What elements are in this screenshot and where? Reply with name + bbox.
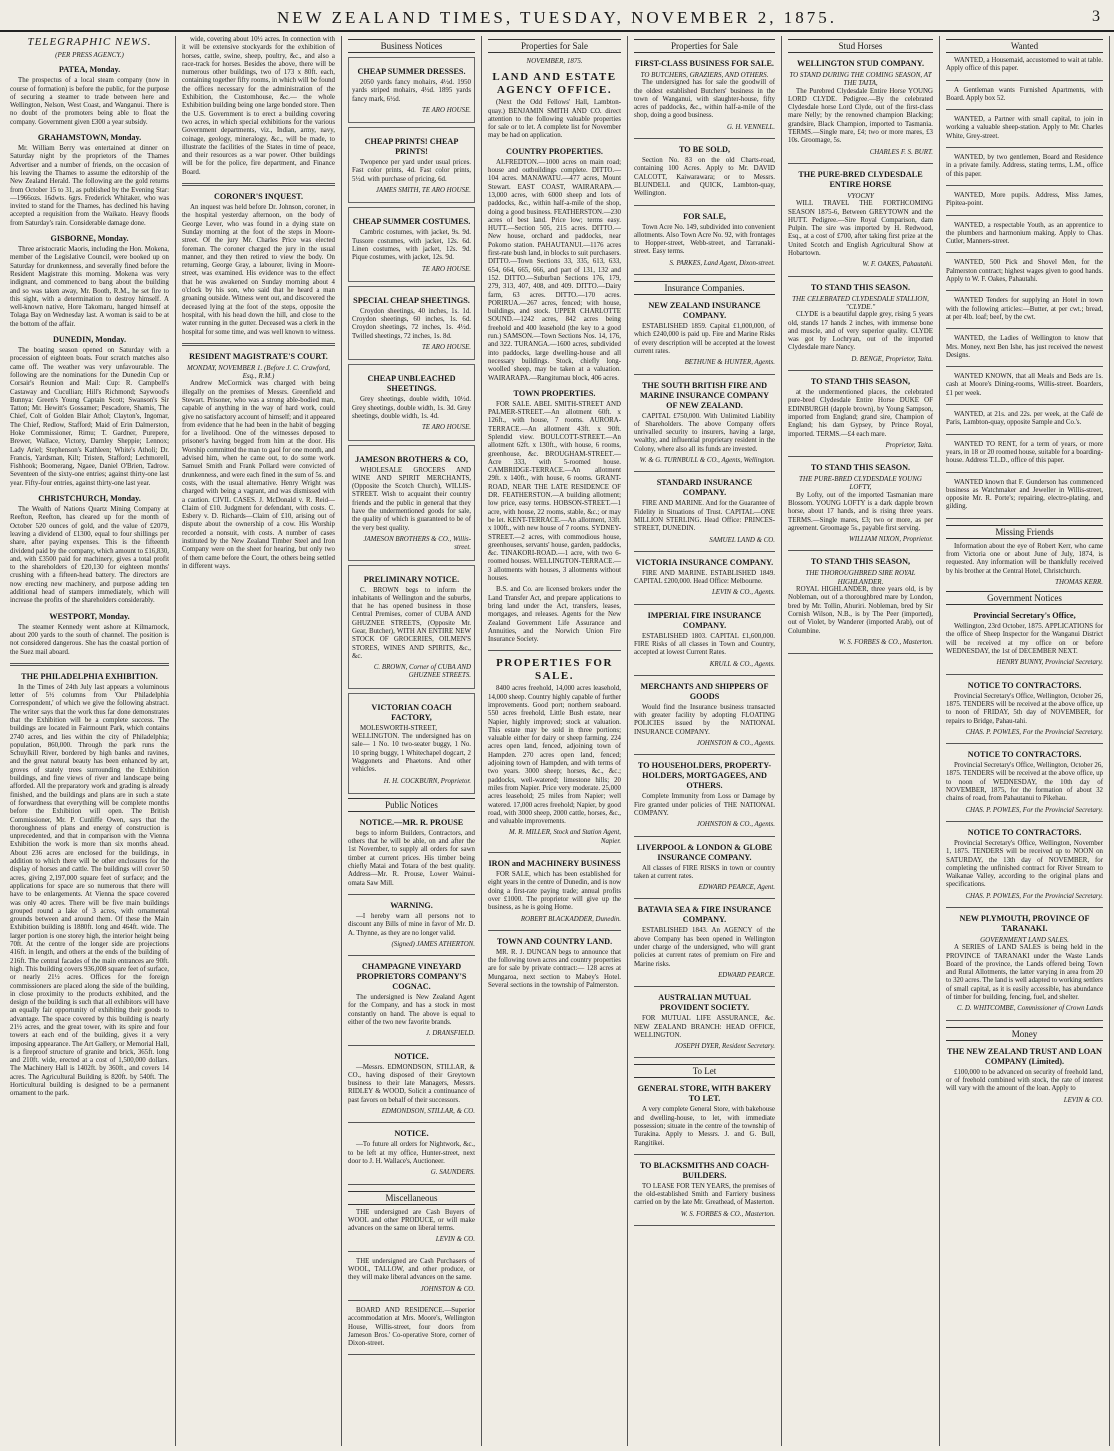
ad-body: Cambric costumes, with jacket, 9s. 9d. Tussore costumes, with jacket, 12s. 6d. Linen costumes, with jacket, 12s. 9d. Pique costumes, with jacket, 12s. 9d. xyxy=(352,229,471,262)
iron-text: FOR SALE, which has been established for eight years in the centre of Dunedin, and is now doing a first-rate paying trade; annual profits over £1000. The proprietor will give up the business, as he is going Home. xyxy=(488,871,621,912)
town-heading: TOWN PROPERTIES. xyxy=(513,388,596,398)
ad-title: STANDARD INSURANCE COMPANY. xyxy=(656,478,753,498)
advertisement xyxy=(348,901,475,949)
wanted-notice: WANTED, a Housemaid, accustomed to wait at table. Apply office of this paper. xyxy=(946,57,1103,73)
advertisement xyxy=(348,1129,475,1177)
ad-signature: D. BENGE, Proprietor, Taita. xyxy=(851,355,933,363)
ad-signature: W. S. FORBES & CO., Masterton. xyxy=(838,638,933,646)
ad-divider xyxy=(946,743,1103,744)
magistrate-heading: RESIDENT MAGISTRATE'S COURT. xyxy=(189,351,328,361)
ad-title: CHAMPAGNE VINEYARD PROPRIETORS COMPANY'S COGNAC. xyxy=(356,962,467,992)
ad-signature: CHAS. P. POWLES, For the Provincial Secretary. xyxy=(965,806,1103,814)
land-agency-title: LAND AND ESTATE AGENCY OFFICE. xyxy=(492,71,617,97)
advertisement xyxy=(634,145,775,198)
ad-signature: TE ARO HOUSE. xyxy=(421,265,471,273)
wanted-divider xyxy=(946,434,1103,435)
ad-signature: EDWARD PEARCE, Agent. xyxy=(698,884,775,892)
ad-signature: TE ARO HOUSE. xyxy=(421,344,471,352)
ad-body: The undersigned is New Zealand Agent for the Company, and has a stock in most constantly on hand. The above is equal to either of the two new favorite brands. xyxy=(348,994,475,1026)
advertisement xyxy=(634,611,775,669)
news-paragraph: The steamer Kennedy went ashore at Kilmarnock, about 200 yards to the south of channel. The position is not considered dangerous. She has the coastal portion of the Suez mail aboard. xyxy=(10,623,169,656)
wanted-divider xyxy=(946,290,1103,291)
ad-body: CLYDE is a beautiful dapple grey, rising 5 years old, stands 17 hands 2 inches, with immense bone and muscle, and of very superior quality. CLYDE was got by Lochryan, out of the imported Clydesdale mare Nancy. xyxy=(788,311,933,352)
ad-signature: TE ARO HOUSE. xyxy=(421,106,471,114)
wanted-notice: WANTED, 500 Pick and Shovel Men, for the Palmerston contract; highest wages given to good hands. Apply to W. F. Oakes, Pahautahi. xyxy=(946,259,1103,284)
advertisement xyxy=(946,914,1103,1014)
ad-title: VICTORIAN COACH FACTORY, xyxy=(371,702,452,722)
dateline: CHRISTCHURCH, Monday. xyxy=(38,494,141,504)
ad-body: WHOLESALE GROCERS AND WINE AND SPIRIT MERCHANTS, (Opposite the Scotch Church), WILLIS-STREET. Wish to acquaint their country friends and the public in general that they have the undermentioned goods for sale, the quality of which is guaranteed to be of the very best quality. xyxy=(352,466,471,532)
ad-title: FOR SALE, xyxy=(683,211,726,221)
advertisement xyxy=(634,682,775,748)
advertisement xyxy=(788,463,933,544)
ad-divider xyxy=(634,551,775,552)
expo-heading: THE PHILADELPHIA EXHIBITION. xyxy=(21,671,158,681)
advertisement xyxy=(788,557,933,647)
advertisement xyxy=(634,905,775,980)
money-sign: LEVIN & CO. xyxy=(1063,1096,1103,1104)
ad-body: Provincial Secretary's Office, Wellington, November 1, 1875. TENDERS will be received up to NOON on SATURDAY, the 13th day of NOVEMBER, for completing the unfinished contract for River Stream to Waikanae Valley, according to the original plans and specifications. xyxy=(946,839,1103,889)
ad-title: IMPERIAL FIRE INSURANCE COMPANY. xyxy=(647,610,762,630)
advertisement xyxy=(348,1209,475,1245)
ad-title: SPECIAL CHEAP SHEETINGS. xyxy=(353,295,470,305)
ad-divider xyxy=(634,898,775,899)
advertisement xyxy=(634,1161,775,1219)
wanted-notice: WANTED, More pupils. Address, Miss James, Pipitea-point. xyxy=(946,191,1103,208)
advertisement xyxy=(634,478,775,544)
stud-horses-header: Stud Horses xyxy=(788,39,933,53)
ad-signature: W. & G. TURNBULL & CO., Agents, Wellington. xyxy=(639,457,775,465)
ad-divider xyxy=(634,374,775,375)
wanted-notice: WANTED, a Partner with small capital, to join in working a valuable sheep-station. Apply to Mr. Charles White, Grey-street. xyxy=(946,116,1103,140)
ad-signature: CHARLES F. S. BURT. xyxy=(869,148,933,156)
properties-header: Properties for Sale xyxy=(488,39,621,53)
advertisement xyxy=(348,1052,475,1117)
ad-signature: H. H. COCKBURN, Proprietor. xyxy=(383,777,471,785)
ad-title: CHEAP SUMMER COSTUMES. xyxy=(352,217,471,227)
ad-title: WELLINGTON STUD COMPANY. xyxy=(797,59,924,68)
ad-body: MOLESWORTH-STREET, WELLINGTON. The undersigned has on sale— 1 No. 10 two-seater buggy, 1 No. 10 spring buggy, 1 Whitechapel dogcart, 2 Waggonets and Phaetons. And other vehicles. xyxy=(352,724,471,774)
ad-divider xyxy=(634,471,775,472)
ad-signature: LEVIN & CO., Agents. xyxy=(711,589,775,597)
advertisement xyxy=(634,59,775,132)
ad-body: FIRE AND MARINE. ESTABLISHED 1849. CAPITAL £200,000. Head Office: Melbourne. xyxy=(634,569,775,586)
ad-divider xyxy=(946,907,1103,908)
wanted-divider xyxy=(946,404,1103,405)
ad-divider xyxy=(788,370,933,371)
ad-divider xyxy=(348,1045,475,1046)
ad-title: CHEAP UNBLEACHED SHEETINGS. xyxy=(367,374,456,394)
ad-body: —Messrs. EDMONDSON, STILLAR, & CO., having disposed of their Greytown business to their late Managers, Messrs. RIDLEY & WOOD, Solicit a continuance of past favors on behalf of their successors. xyxy=(348,1063,475,1104)
ad-signature: CHAS. P. POWLES, For the Provincial Secretary. xyxy=(965,728,1103,736)
prop-sale-title: PROPERTIES FOR SALE. xyxy=(496,657,613,683)
advertisement xyxy=(788,59,933,157)
ad-body: CAPITAL £750,000. With Unlimited Liability of Shareholders. The above Company offers unrivalled security to insurers, having a large, wealthy, and influential proprietary resident in the Colony, where also all its funds are invested. xyxy=(634,412,775,453)
ad-divider xyxy=(946,674,1103,675)
wanted-notice: A Gentleman wants Furnished Apartments, with Board. Apply box 52. xyxy=(946,86,1103,102)
ad-body: Would find the Insurance business transacted with greater facility by adopting FLOATING POLICIES issued by the NATIONAL INSURANCE COMPANY. xyxy=(634,703,775,736)
wanted-divider xyxy=(946,252,1103,253)
ad-divider xyxy=(634,274,775,275)
advertisement xyxy=(634,843,775,893)
ad-divider xyxy=(348,1251,475,1252)
wanted-notice: WANTED, at 21s. and 22s. per week, at the Café de Paris, Lambton-quay, opposite Sample and Co.'s. xyxy=(946,411,1103,427)
ad-signature: C. D. WHITCOMBE, Commissioner of Crown Lands xyxy=(956,1005,1103,1013)
advertisement xyxy=(634,301,775,367)
ad-divider xyxy=(788,163,933,164)
wanted-divider xyxy=(946,147,1103,148)
column-business-notices xyxy=(342,36,482,1446)
ad-title: NEW PLYMOUTH, PROVINCE OF TARANAKI. xyxy=(959,914,1090,933)
ad-body: ROYAL HIGHLANDER, three years old, is by Nobleman, out of a thoroughbred mare by London, bred by Mr. Tollin, Ahuriri. Nobleman, bred by Sir Cornish Wilson, N.B., is by The Peer (imported), out of Violet, by Wanderer (imported Arab), out of Columbine. xyxy=(788,586,933,635)
column-telegraphic-news xyxy=(4,36,176,1446)
ad-title: AUSTRALIAN MUTUAL PROVIDENT SOCIETY. xyxy=(658,993,751,1013)
wanted-notice: WANTED known that F. Gunderson has commenced business as Watchmaker and Jeweller in Willis-street, opposite Mr. R. Porte's; repairing, electro-plating, and gilding. xyxy=(946,478,1103,511)
wanted-divider xyxy=(946,215,1103,216)
ad-title: PRELIMINARY NOTICE. xyxy=(363,574,460,584)
ad-body: —To future all orders for Nightwork, &c., to be left at my office, Hunter-street, next door to J. H. Wallace's, Auctioneer. xyxy=(348,1141,475,1165)
advertisement xyxy=(348,57,475,123)
iron-sign: ROBERT BLACKADDER, Dunedin. xyxy=(520,915,621,923)
country-heading: COUNTRY PROPERTIES. xyxy=(506,146,603,156)
advertisement xyxy=(348,1258,475,1294)
ad-divider xyxy=(634,604,775,605)
ad-subtitle: VYOCNY xyxy=(847,191,874,200)
ad-title: Provincial Secretary's Office, xyxy=(973,611,1076,621)
ad-body: Croydon sheetings, 40 inches, 1s. 1d. Croydon sheetings, 60 inches, 1s. 6d. Croydon sheetings, 72 inches, 1s. 4½d. Twilled sheetings, 72 inches, 1s. 8d. xyxy=(352,307,471,340)
missing-text: Information about the eye of Robert Kerr, who came from Victoria one or about June of July, 1874, is requested. Any information will be thankfully received by his brother at the Central Hotel, Christchurch. xyxy=(946,542,1103,575)
ad-body: The Purebred Clydesdale Entire Horse YOUNG LORD CLYDE. Pedigree.—By the celebrated Clydesdale horse Lord Clyde, out of the first-class mare Nelly; by the renowned champion Blacking; grandsire, Black Champion, imported to Tasmania. TERMS.—Single mare, £4; two or more mares, £3 10s. Groomage, 5s. xyxy=(788,87,933,145)
ad-divider xyxy=(348,1122,475,1123)
ad-divider xyxy=(788,550,933,551)
government-notices-header: Government Notices xyxy=(946,591,1103,605)
wanted-divider xyxy=(946,366,1103,367)
ad-signature: G. H. VENNELL. xyxy=(726,123,775,131)
ad-body: ESTABLISHED 1843. An AGENCY of the above Company has been opened in Wellington under charge of the undersigned, who will grant policies at current rates of premium on Fire and Marine risks. xyxy=(634,927,775,968)
ad-body: THE undersigned are Cash Purchasers of WOOL, TALLOW, and other produce, or they will make liberal advances on the same. xyxy=(348,1257,475,1282)
ad-body: Provincial Secretary's Office, Wellington, October 26, 1875. TENDERS will be received at the above office, up to noon of WEDNESDAY, the 10th day of NOVEMBER, 1875, for the formation of about 32 chains of road, from Pahautanui to Pikehau. xyxy=(946,762,1103,803)
magistrate-text: Andrew McCormick was charged with being illegally on the premises of Messrs. Greenfield and Stewart. Prisoner, who was a strong able-bodied man, capable of anything in the way of hard work, could give no satisfactory account of himself; and it appeared from evidence that he had been in the habit of begging for a livelihood. One of the witnesses deposed to prisoner's having begged from him at the door. His Worship committed the man to gaol for one month, and advised him, when he came out, to do some work. Samuel Smith and Frank Pollard were convicted of drunkenness, and were each fined in the sum of 5s. and costs, with the usual alternative. Henry Wright was charged with being a vagrant, and was dismissed with a caution. CIVIL CASES. J. McDonald v. R. Reid—Claim of £10. Judgment for defendant, with costs. C. Esbery v. D. Richards—Claim of £10, arising out of dispute about the ownership of a cow. His Worship recorded a nonsuit, with costs. A number of cases instituted by the New Zealand Timber Steel and Iron Company were on the sheet for hearing, but only two of them came before the Court, the others being settled in different ways. xyxy=(182,380,335,570)
advertisement xyxy=(348,818,475,888)
dateline: WESTPORT, Monday. xyxy=(49,611,130,621)
ad-body: THE undersigned are Cash Buyers of WOOL and other PRODUCE, or will make advances on the same on liberal terms. xyxy=(348,1208,475,1233)
ad-title: TO STAND THIS SEASON. xyxy=(810,463,911,473)
ad-divider xyxy=(946,821,1103,822)
advertisement xyxy=(788,170,933,270)
ad-title: NOTICE. xyxy=(394,1051,429,1061)
ad-title: NOTICE.—MR. R. PROUSE xyxy=(359,817,464,827)
advertisement xyxy=(788,283,933,364)
money-title: THE NEW ZEALAND TRUST AND LOAN COMPANY (Limited). xyxy=(947,1046,1102,1066)
coroner-heading: CORONER'S INQUEST. xyxy=(213,192,304,202)
ad-signature: G. SAUNDERS. xyxy=(430,1169,475,1177)
advertisement xyxy=(348,693,475,794)
wanted-notice: WANTED, a respectable Youth, as an apprentice to the plumbers and harmonium making. Apply to Chas. Cutler, Manners-street. xyxy=(946,221,1103,246)
ad-body: All classes of FIRE RISKS in town or country taken at current rates. xyxy=(634,864,775,880)
insurance-header: Insurance Companies. xyxy=(634,281,775,295)
news-paragraph: The Wealth of Nations Quartz Mining Company at Reefton, Reefton, has cleared up for the month of October 520 ounces of gold, and the value of £2079, leaving a dividend of £1300, equal to four shillings per share, after paying expenses. This is the fifteenth dividend paid by the company, which amount to £16,830, and, with £3500 paid for machinery, gives a total profit to the shareholders of £20,130 for eighteen months' crushing with a fifteen-head battery. The directors are now erecting new machinery, and purpose adding ten additional head of stampers immediately, which will increase the profits of the shareholders considerably. xyxy=(10,506,169,605)
advertisement xyxy=(634,212,775,268)
ad-signature: JOSEPH DYER, Resident Secretary. xyxy=(674,1043,775,1051)
advertisement xyxy=(634,558,775,598)
ad-signature: EDWARD PEARCE. xyxy=(718,971,775,979)
wanted-divider xyxy=(946,185,1103,186)
ad-body: A SERIES of LAND SALES is being held in the PROVINCE of TARANAKI under the Waste Lands Board of the province, the Lands offered being Town and Rural Allotments, the latter varying in area from 20 to 320 acres. The land is well adapted to working settlers of small capital, as it is easily accessible, has abundance of timber for building, fencing, fuel, and shelter. xyxy=(946,944,1103,1002)
expo-text: In the Times of 24th July last appears a voluminous letter of 5½ columns from 'Our Philadelphia Correspondent,' of which we give the following abstract. The writer says that the work thus far done demonstrates that the Exhibition will be a complete success. The buildings are located in Fairmount Park, which contains 2740 acres, and lies within the city of Philadelphia; population, 860,000. Through the park runs the Schuylkill River, bordered by high banks and ravines, and the great natural beauty has been enhanced by art, groves of stately trees surrounding the Exhibition buildings, and fine views of river and landscape being afforded. All the preparatory work and grading is already finished, and the buildings and plans are in such a state of forwardness that everything will be complete months before the Exhibition will open. The British Commissioner, Mr. P. Cunliffe Owen, says that the thoroughness of plans and energy of construction is unprecedented, and that in comparison with the Vienna Exhibition the work is more than six months ahead. About 236 acres are enclosed for the buildings, in addition to which there will be other enclosures for the display of horses and cattle. The buildings will cover 50 acres, giving 2,197,000 square feet of surface; and the applications for space are so numerous that there will have to be enlargements. At Vienna the space covered was only 40 acres. There will be five main buildings grouped round a lake of 3 acres, with ornamental grounds between and around them. Of these the Main Exhibition building is 1880ft. long and 464ft. wide. The larger portion is one storey high, the interior height being 70ft. At the centre of the longer side are projections 416ft. in length, and others at the ends of the building of 216ft. The central facades of the main entrances are 90ft. high. This building covers 936,008 square feet of surface, or nearly 21½ acres. Offices for the foreign commissioners are placed along the side of the building, in close proximity to the products exhibited, and the design of the building is such that all exhibitors will have an equally fair opportunity of exhibiting their goods to advantage. The space covered by this building is nearly 21½ acres, and the great tower, with its spire and four towers at each end of the building, gives it a very imposing appearance. The Art Gallery, or Memorial Hall, is a fireproof structure of granite and brick, 365ft. long and 210ft. wide, erected at a cost of 1,500,000 dollars. The Machinery Hall is 1402ft. by 360ft., and covers 14 acres. The Agricultural Building is 820ft. by 540ft. The Horticultural building is designed to be a permanent ornament to the park. xyxy=(10,683,169,1098)
ad-signature: HENRY BUNNY, Provincial Secretary. xyxy=(996,659,1103,667)
ad-subtitle: THE CELEBRATED CLYDESDALE STALLION, "CLYDE." xyxy=(792,294,929,311)
country-text: ALFREDTON.—1000 acres on main road; house and outbuildings complete. DITTO.—104 acres. MANAWATU.—477 acres, Mount Stewart. EAST COAST, WAIRARAPA.—13,000 acres, with 6000 sheep and lots of paddocks, &c., within half-a-mile of the shop, doing a good business. FEATHERSTON.—230 acres of best land. Price low; terms easy. HUTT.—Section 505, 215 acres. DITTO.—New house, orchard and paddocks, near Pokomo station. PAHAUTANUI.—1176 acres first-rate bush land, in blocks to suit purchasers. DITTO.—Town Sections 33, 335, 613, 633, 654, 664, 665, 666, and part of 131, 132 and 152. DITTO.—Suburban Sections 176, 179, 279, 313, 407, 408, and 409. DITTO.—Dairy farm, 63 acres. DITTO.—170 acres. PORIRUA.—267 acres, fenced; with house, buildings, and stock. UPPER CHARLOTTE SOUND.—1242 acres, 842 acres being freehold and 400 leasehold (the key to a good run.) SAMSON.—Town Sections Nos. 14, 176, and 322. TURANGA.—1600 acres, subdivided into paddocks, large dwelling-house and all necessary buildings. Stock, chiefly long-woolled sheep, may be taken at a valuation. WAIRARAPA.—Rangitumau block, 406 acres. xyxy=(488,158,621,382)
advertisement xyxy=(946,828,1103,901)
ad-title: GENERAL STORE, WITH BAKERY TO LET. xyxy=(637,1084,772,1104)
ad-body: ESTABLISHED 1859. Capital £1,000,000, of which £240,000 is paid up. Fire and Marine Risks of every description will be accepted at the lowest current rates. xyxy=(634,323,775,355)
ad-title: TO BLACKSMITHS AND COACH-BUILDERS. xyxy=(639,1160,770,1180)
advertisement xyxy=(946,681,1103,737)
ad-title: CHEAP PRINTS! CHEAP PRINTS! xyxy=(364,137,459,157)
ad-divider xyxy=(634,1057,775,1058)
wanted-divider xyxy=(946,472,1103,473)
land-agency-text: (Next the Odd Fellows' Hall, Lambton-quay.) BENJAMIN SMITH AND CO. direct attention to the following valuable properties for sale or to let. A complete list for November may be had on application. xyxy=(488,99,621,140)
town-text: FOR SALE. ABEL SMITH-STREET AND PALMER-STREET.—An allotment 60ft. x 126ft., with house, 7 rooms. AURORA-TERRACE.—An allotment 43ft. x 90ft. Splendid view. BOULCOTT-STREET.—An allotment 62ft. x 130ft., with house, 6 rooms, greenhouse, &c. BROUGHAM-STREET.—Acre 333, with 5-roomed house. CAMBRIDGE-TERRACE.—An allotment 29ft. x 140ft., with house, 6 rooms. GRANT-ROAD, NEAR THE LATE RESIDENCE OF DR. FEATHERSTON.—A building allotment; low price, easy terms. HOBSON-STREET.—1 acre, with house, 22 rooms, stable, &c.; or may be let. KENT-TERRACE.—An allotment, 33ft. x 100ft., with new house of 7 rooms. SYDNEY-STREET.—2 acres, with commodious house, greenhouses, servants' house, garden, paddocks, &c. TINAKORI-ROAD.—1 acre, with two 6-roomed houses. WELLINGTON-TERRACE.—3 allotments with houses, 3 allotments without houses. xyxy=(488,400,621,583)
column-stud-horses xyxy=(782,36,940,1446)
ad-title: NOTICE TO CONTRACTORS. xyxy=(967,750,1082,760)
expo-continued: wide, covering about 10½ acres. In connection with it will be extensive stockyards for the exhibition of horses, cattle, swine, sheep, poultry, &c., and also a race-track for horses. Besides the above, there will be numerous other buildings, two of 173 x 80ft. each, containing together fifty rooms, in which will be found the offices necessary for the administration of the Exhibition, the Customhouse, &c.— the whole Exhibition building being one large bonded store. Then the U.S. Government is to erect a building covering two acres, in which special exhibitions for the various Government departments, viz., Indian, army, navy, coinage, geology, mineralogy, &c., will be made, to illustrate the facilities of the States in time of peace, and their resources as a war power. Other buildings will be for the police, fire department, and Finance Board. xyxy=(182,36,335,176)
ad-body: —I hereby warn all persons not to discount any Bills of mine in favor of Mr. D. A. Thynne, as they are no longer valid. xyxy=(348,912,475,937)
magistrate-sub: MONDAY, NOVEMBER 1. (Before J. C. Crawford, Esq., R.M.) xyxy=(187,363,330,381)
ad-body: C. BROWN begs to inform the inhabitants of Wellington and the suburbs, that he has opened business in those Central Premises, corner of CUBA AND GHUZNEE STREETS, (Opposite Mr. Gear, Butcher), WITH AN ENTIRE NEW STOCK OF GROCERIES, OILMEN'S STORES, WINES AND SPIRITS, &c., &c. xyxy=(352,586,471,660)
ad-body: FOR MUTUAL LIFE ASSURANCE, &c. NEW ZEALAND BRANCH: HEAD OFFICE, WELLINGTON. xyxy=(634,1015,775,1039)
ad-subtitle: GOVERNMENT LAND SALES. xyxy=(980,936,1069,944)
properties-header-2: Properties for Sale xyxy=(634,39,775,53)
ad-signature: W. F. OAKES, Pahautahi. xyxy=(862,261,933,269)
ad-signature: WILLIAM NIXON, Proprietor. xyxy=(849,536,933,544)
advertisement xyxy=(348,127,475,203)
ad-title: NOTICE TO CONTRACTORS. xyxy=(967,680,1082,690)
wanted-divider xyxy=(946,109,1103,110)
news-paragraph: Three aristocratic Maoris, including the Hon. Mokena, member of the Legislative Council, were booked up on Saturday for drunkenness, and severally fined before the Resident Magistrate this morning. Mokena was very indignant, and commenced to bang about the building and so was taken away, Mr. Booth, R.M., he set fire to this sight, with a determination to destroy himself. A well-known native, Hore Takomaru, hanged himself at Tolaga Bay on Wednesday last. A woman is said to be at the bottom of the affair. xyxy=(10,246,169,328)
newspaper-title: NEW ZEALAND TIMES, TUESDAY, NOVEMBER 2, 1875. xyxy=(276,8,838,27)
column-news xyxy=(176,36,342,1446)
ad-divider xyxy=(634,675,775,676)
ad-title: THE PURE-BRED CLYDESDALE ENTIRE HORSE xyxy=(798,169,923,189)
ad-title: WARNING. xyxy=(390,900,433,910)
ad-signature: J. DRANSFIELD. xyxy=(425,1030,475,1038)
ad-subtitle: TO STAND DURING THE COMING SEASON, AT THE TAITA, xyxy=(789,71,932,88)
ad-divider xyxy=(634,1225,775,1226)
ad-title: VICTORIA INSURANCE COMPANY. xyxy=(635,557,774,567)
ad-subtitle: THE PURE-BRED CLYDESDALE YOUNG LOFTY, xyxy=(799,475,922,492)
ad-signature: (Signed) JAMES ATHERTON. xyxy=(391,940,475,948)
iron-title: IRON and MACHINERY BUSINESS xyxy=(488,859,621,869)
column-properties-2 xyxy=(628,36,782,1446)
advertisement xyxy=(348,207,475,281)
ad-body: 2050 yards fancy mohairs, 4½d. 1950 yards striped mohairs, 4½d. 1895 yards fancy mark, 6½d. xyxy=(352,79,471,103)
ad-divider xyxy=(634,754,775,755)
ad-divider xyxy=(348,1300,475,1301)
ad-divider xyxy=(634,205,775,206)
column-wanted xyxy=(940,36,1110,1446)
ad-signature: W. S. FORBES & CO., Masterton. xyxy=(680,1210,775,1218)
missing-sign: THOMAS KERR. xyxy=(1055,578,1103,586)
news-paragraph: The prospectus of a local steam company (now in course of formation) is before the public, for the purpose of securing a steamer to trade between here and Wellington, Nelson, West Coast, and Wanganui. There is no doubt of the promoters being able to float the company. Government given £300 a year subsidy. xyxy=(10,77,169,126)
ad-divider xyxy=(348,1354,475,1355)
wanted-notice: WANTED, the Ladies of Wellington to know that Mrs. Money, next Ben Ishe, has just received the newest Designs. xyxy=(946,335,1103,359)
ad-title: TO STAND THIS SEASON. xyxy=(810,282,911,292)
dateline: GISBORNE, Monday. xyxy=(50,234,129,244)
advertisement xyxy=(634,993,775,1051)
prop-sale-sign: M. R. MILLER, Stock and Station Agent, Napier. xyxy=(508,829,621,845)
ad-subtitle: TO BUTCHERS, GRAZIERS, AND OTHERS. xyxy=(640,71,769,79)
ad-title: TO HOUSEHOLDERS, PROPERTY-HOLDERS, MORTGAGEES, AND OTHERS. xyxy=(637,761,772,791)
ad-title: TO BE SOLD, xyxy=(678,145,731,155)
ad-signature: JOHNSTON & CO. xyxy=(420,1285,475,1293)
ad-divider xyxy=(348,1184,475,1185)
ad-title: MERCHANTS AND SHIPPERS OF GOODS xyxy=(640,681,769,701)
ad-body: Twopence per yard under usual prices. Fast color prints, 4d. Fast color prints, 5½d. with purchase of pricing, 6d. xyxy=(352,159,471,183)
ad-signature: Proprietor, Taita. xyxy=(885,441,933,449)
ad-signature: JOHNSTON & CO., Agents. xyxy=(696,740,775,748)
ad-body: Complete Immunity from Loss or Damage by Fire granted under policies of THE NATIONAL COMPANY. xyxy=(634,793,775,817)
ad-divider xyxy=(788,653,933,654)
ad-title: NOTICE TO CONTRACTORS. xyxy=(967,827,1082,837)
ad-signature: S. PARKES, Land Agent, Dixon-street. xyxy=(669,259,775,267)
ad-title: FIRST-CLASS BUSINESS FOR SALE. xyxy=(635,59,774,68)
ad-divider xyxy=(788,276,933,277)
ad-body: begs to inform Builders, Contractors, and others that he will be able, on and after the 1st November, to supply all orders for sawn timber at current prices. His timber being chiefly Matai and Totara of the best quality. Address—Mr. R. Prouse, Lower Wainui-omata Saw Mill. xyxy=(348,829,475,887)
telegraphic-sub: (PER PRESS AGENCY.) xyxy=(55,51,124,59)
wanted-notice: WANTED Tenders for supplying an Hotel in town with the following articles:—Butter, at per cwt.; bread, at per 4lb. loaf; beef, by the cwt. xyxy=(946,297,1103,321)
ad-divider xyxy=(788,456,933,457)
ad-body: Provincial Secretary's Office, Wellington, October 26, 1875. TENDERS will be received at the above office, up to noon of FRIDAY, 5th day of NOVEMBER, for repairs to Bridge, Pahau-tahi. xyxy=(946,692,1103,725)
advertisement xyxy=(348,962,475,1038)
page-number: 3 xyxy=(1092,8,1100,25)
money-header: Money xyxy=(946,1027,1103,1041)
ad-body: Grey sheetings, double width, 10½d. Grey sheetings, double width, 1s. 3d. Grey sheetings, double width, 1s. 4d. xyxy=(352,396,471,420)
ad-signature: SAMUEL LAND & CO. xyxy=(709,536,775,544)
news-paragraph: Mr. William Berry was entertained at dinner on Saturday night by the proprietors of the Thames Advertiser and a number of friends, on the occasion of his leaving the Thames to assume the editorship of the New Zealand Herald. The following are the gold returns from October 15 to 31, as published by the Evening Star:—1966ozs. 16dwts. 6grs. Frederick Whitaker, who was invited to stand for the Thames, has declined his having accepted a requisition from the Waikato. Heavy floods from Saturday's rain. Considerable damage done. xyxy=(10,145,169,227)
advertisement xyxy=(634,381,775,466)
news-paragraph: The boating season opened on Saturday with a procession of eighteen boats. Four scratch matches also came off. The weather was very unfavourable. The following are the nominations for the Dunedin Cup or Corsair's Reunion and Mail: Cup: R. Campbell's Castaway and Cucullian; Hill's Richmond; Saywood's Bunnya: Green's Young Captain Scott; Swanson's Sir Tatton; Mr. Hewitt's Gossamer; Pescadore, Shamis, The Chief, Colt of Golden Blair Athol; Clayton's, Ingomar, The Chief, Redlow, Stafford; Maid of Erin Dalmerston, Hoke Commissioner, Rimu; T. Gardner, Purepere, Brewer, Wallace, Victory, Darnley Sheppie; Lennox; Lady Ariel; Stephenson's Kathleen; White's Atholi; Dr. Francis, Yardsman, Kilt; Tristen, Stafford; Lechmorell, Fishhook; Boomerang, Ngaee, Daniel O'Brien, Tadrow. Seventeen of the sixty-one entries; against thirty-one last year. Fifty-four entries, against thirty-one last year. xyxy=(10,347,169,487)
ad-divider xyxy=(946,1020,1103,1021)
column-properties-1 xyxy=(482,36,628,1446)
advertisement xyxy=(634,761,775,829)
ad-title: NOTICE. xyxy=(394,1129,429,1139)
dateline: PATEA, Monday. xyxy=(58,65,121,75)
advertisement xyxy=(348,286,475,360)
wanted-notice: WANTED TO RENT, for a term of years, or more years, in 18 or 20 roomed house, suitable for a boarding-house. Address T.L.D., office of this paper. xyxy=(946,440,1103,465)
town-land-text: MR. R. J. DUNCAN begs to announce that the following town acres and country properties are for sale by private contract:— 128 acres at Mungaroa, next section to Mabey's Hotel. Several sections in the township of Palmerston. xyxy=(488,948,621,990)
wanted-divider xyxy=(946,518,1103,519)
ad-divider xyxy=(634,836,775,837)
ad-body: at the undermentioned places, the celebrated pure-bred Clydesdale Entire Horse DUKE OF EDINBURGH (dapple brown), by Young Sampson, imported from England; grand sire, Champion of England; his dam Gypsey, by Prince Royal, imported. TERMS.—£4 each mare. xyxy=(788,389,933,438)
ad-signature: LEVIN & CO. xyxy=(435,1236,475,1244)
ad-divider xyxy=(634,138,775,139)
ad-divider xyxy=(348,955,475,956)
ad-divider xyxy=(634,986,775,987)
ad-signature: KRULL & CO., Agents. xyxy=(709,660,775,668)
ad-body: FIRE AND MARINE. And for the Guarantee of Fidelity in Situations of Trust. CAPITAL—ONE MILLION STERLING. Head Office: PRINCES-STREET, DUNEDIN. xyxy=(634,500,775,533)
masthead xyxy=(0,6,1114,32)
miscellaneous-header: Miscellaneous xyxy=(348,1191,475,1205)
prop-sale-text: 8400 acres freehold, 14,000 acres leasehold, 14,000 sheep. Country highly capable of further improvements. Good port; northern seaboard. 550 acres freehold, Little Bush estate, near Napier, highly improved; stock at valuation. This estate may be sold in three portions; valuable either for dairy or sheep farming. 224 acres open land, fenced, adjoining town of Hampden. 270 acres open land, fenced; adjoining town of Hampden, and with terms of two years. 3000 sheep; horses, &c., &c.; paddocks, well-watered; limestone hills; 20 miles from Napier. Price very moderate. 25,000 acres leasehold; 25 miles from Napier; well watered. 17,000 acres freehold; Napier, by good road, with 3000 sheep, 2000 cattle, horses, &c., and valuable improvements. xyxy=(488,685,621,826)
money-text: £100,000 to be advanced on security of freehold land, or of freehold combined with stock, the rate of interest will vary with the amount of the loan. Apply to xyxy=(946,1068,1103,1093)
ad-body: TO LEASE FOR TEN YEARS, the premises of the old-established Smith and Farriery business carried on by the late Mr. Greathead, of Masterton. xyxy=(634,1182,775,1207)
ad-body: Town Acre No. 149, subdivided into convenient allotments. Also Town Acre No. 92, with frontages to Hopper-street, Webb-street, and Tarranaki-street. Easy terms. xyxy=(634,223,775,256)
ad-title: NEW ZEALAND INSURANCE COMPANY. xyxy=(648,301,761,321)
telegraphic-heading: TELEGRAPHIC NEWS. xyxy=(27,36,152,48)
ad-body: The undersigned has for sale the goodwill of the oldest established Butchers' business in the town of Wanganui, with slaughter-house, fifty acres of paddocks, &c., within half-a-mile of the shop, doing a good business. xyxy=(634,79,775,120)
advertisement xyxy=(348,364,475,440)
bs-note: B.S. and Co. are licensed brokers under the Land Transfer Act, and prepare applications to bring land under the Act, transfers, leases, mortgages, and releases. Agents for the New Zealand Government Life Assurance and Annuities, and the Norwich Union Fire Insurance Society. xyxy=(488,586,621,644)
advertisement xyxy=(348,1307,475,1348)
ad-divider xyxy=(634,1154,775,1155)
advertisement xyxy=(634,1084,775,1147)
wanted-header: Wanted xyxy=(946,39,1103,53)
coroner-text: An inquest was held before Dr. Johnson, coroner, in the hospital yesterday afternoon, on the body of George Lever, who was found in a dying state on Sunday morning at the foot of the steps in Moore-street. Of the jury Mr. Charles Price was elected foreman. The coroner charged the jury in the usual manner, and they then retired to view the body. On returning, George Gray, a labourer, living in Moore-street, was examined. His evidence was to the effect that he was awakened on Sunday morning about 4 o'clock by his son, who said that he heard a man groaning outside. Witness went out, and discovered the deceased lying at the foot of the steps, opposite the hospital, with his head down the hill, and close to the water running in the gutter. Deceased was a clerk in the hospital for some time, and was well known to witness. xyxy=(182,204,335,336)
wanted-divider xyxy=(946,80,1103,81)
ad-signature: JAMESON BROTHERS & CO., Willis-street. xyxy=(363,535,471,552)
ad-signature: C. BROWN, Corner of CUBA AND GHUZNEE STREETS. xyxy=(373,664,471,680)
ad-body: BOARD AND RESIDENCE.—Superior accommodation at Mrs. Moore's, Wellington House, Willis-street, four doors from Jameson Bros.' Co-operative Store, corner of Dixon-street. xyxy=(348,1306,475,1348)
ad-body: Section No. 83 on the old Charts-road, containing 100 Acres. Apply to Mr. DAVID CALCOTT, Kaiwarawara; or to Messrs. BLUNDELL and QUICK, Lambton-quay, Wellington. xyxy=(634,157,775,198)
ad-signature: EDMONDSON, STILLAR, & CO. xyxy=(381,1108,475,1116)
business-notices-header: Business Notices xyxy=(348,39,475,53)
advertisement xyxy=(348,565,475,689)
advertisement xyxy=(788,377,933,450)
land-date: NOVEMBER, 1875. xyxy=(526,57,583,65)
ad-title: LIVERPOOL & LONDON & GLOBE INSURANCE COMPANY. xyxy=(636,842,773,862)
town-land-title: TOWN AND COUNTRY LAND. xyxy=(496,936,613,946)
missing-friends-header: Missing Friends xyxy=(946,525,1103,539)
ad-signature: JOHNSTON & CO., Agents. xyxy=(696,821,775,829)
ad-body: Wellington, 23rd October, 1875. APPLICATIONS for the office of Sheep Inspector for the Wanganui District will be received at my office on or before WEDNESDAY, the 1st of DECEMBER NEXT. xyxy=(946,623,1103,656)
ad-signature: CHAS. P. POWLES, For the Provincial Secretary. xyxy=(965,892,1103,900)
advertisement xyxy=(946,611,1103,667)
ad-signature: JAMES SMITH, TE ARO HOUSE. xyxy=(375,187,471,195)
wanted-notice: WANTED KNOWN, that all Meals and Beds are 1s. cash at Moore's Dining-rooms, Willis-street. Boarders, £1 per week. xyxy=(946,373,1103,397)
ad-title: TO STAND THIS SEASON, xyxy=(810,377,911,387)
ad-divider xyxy=(348,894,475,895)
ad-subtitle: THE THOROUGHBRED SIRE ROYAL HIGHLANDER. xyxy=(805,569,916,586)
ad-body: A very complete General Store, with bakehouse and dwelling-house, to let, with immediate possession; situate in the centre of the township of Turakina. Apply to Messrs. J. and G. Bull, Rangitikei. xyxy=(634,1106,775,1147)
dateline: DUNEDIN, Monday. xyxy=(52,335,126,345)
advertisement xyxy=(348,445,475,561)
ad-body: By Lofty, out of the imported Tasmanian mare Blossom. YOUNG LOFTY is a dark dapple brown horse, about 17 hands, and is rising three years. TERMS.—Single mares, £3; two or more, as per agreement. Groomage 5s., payable first serving. xyxy=(788,491,933,532)
ad-title: JAMESON BROTHERS & CO, xyxy=(355,454,468,464)
public-notices-header: Public Notices xyxy=(348,798,475,812)
ad-title: TO STAND THIS SEASON, xyxy=(810,557,911,567)
ad-title: THE SOUTH BRITISH FIRE AND MARINE INSURANCE COMPANY OF NEW ZEALAND. xyxy=(639,380,770,410)
to-let-header: To Let xyxy=(634,1064,775,1078)
advertisement xyxy=(946,750,1103,815)
ad-body: ESTABLISHED 1803. CAPITAL £1,600,000. FIRE Risks of all classes in Town and Country, accepted at lowest Current Rates. xyxy=(634,632,775,657)
dateline: GRAHAMSTOWN, Monday. xyxy=(37,133,142,143)
ad-signature: TE ARO HOUSE. xyxy=(421,424,471,432)
ad-title: BATAVIA SEA & FIRE INSURANCE COMPANY. xyxy=(637,905,772,925)
ad-signature: BETHUNE & HUNTER, Agents. xyxy=(684,359,775,367)
wanted-divider xyxy=(946,328,1103,329)
wanted-notice: WANTED, by two gentlemen, Board and Residence in a private family. Address, stating terms, L.M., office of this paper. xyxy=(946,154,1103,178)
ad-title: CHEAP SUMMER DRESSES. xyxy=(357,67,466,76)
ad-body: WILL TRAVEL THE FORTHCOMING SEASON 1875-6, Between GREYTOWN and the HUTT. Pedigree.—Sire Royal Comparison, dam Pulpin. The sire was imported by H. Redwood, Esq., at a cost of £700, after taking first prize at the United Scotch and English Agricultural Show at Hobartown. xyxy=(788,200,933,258)
